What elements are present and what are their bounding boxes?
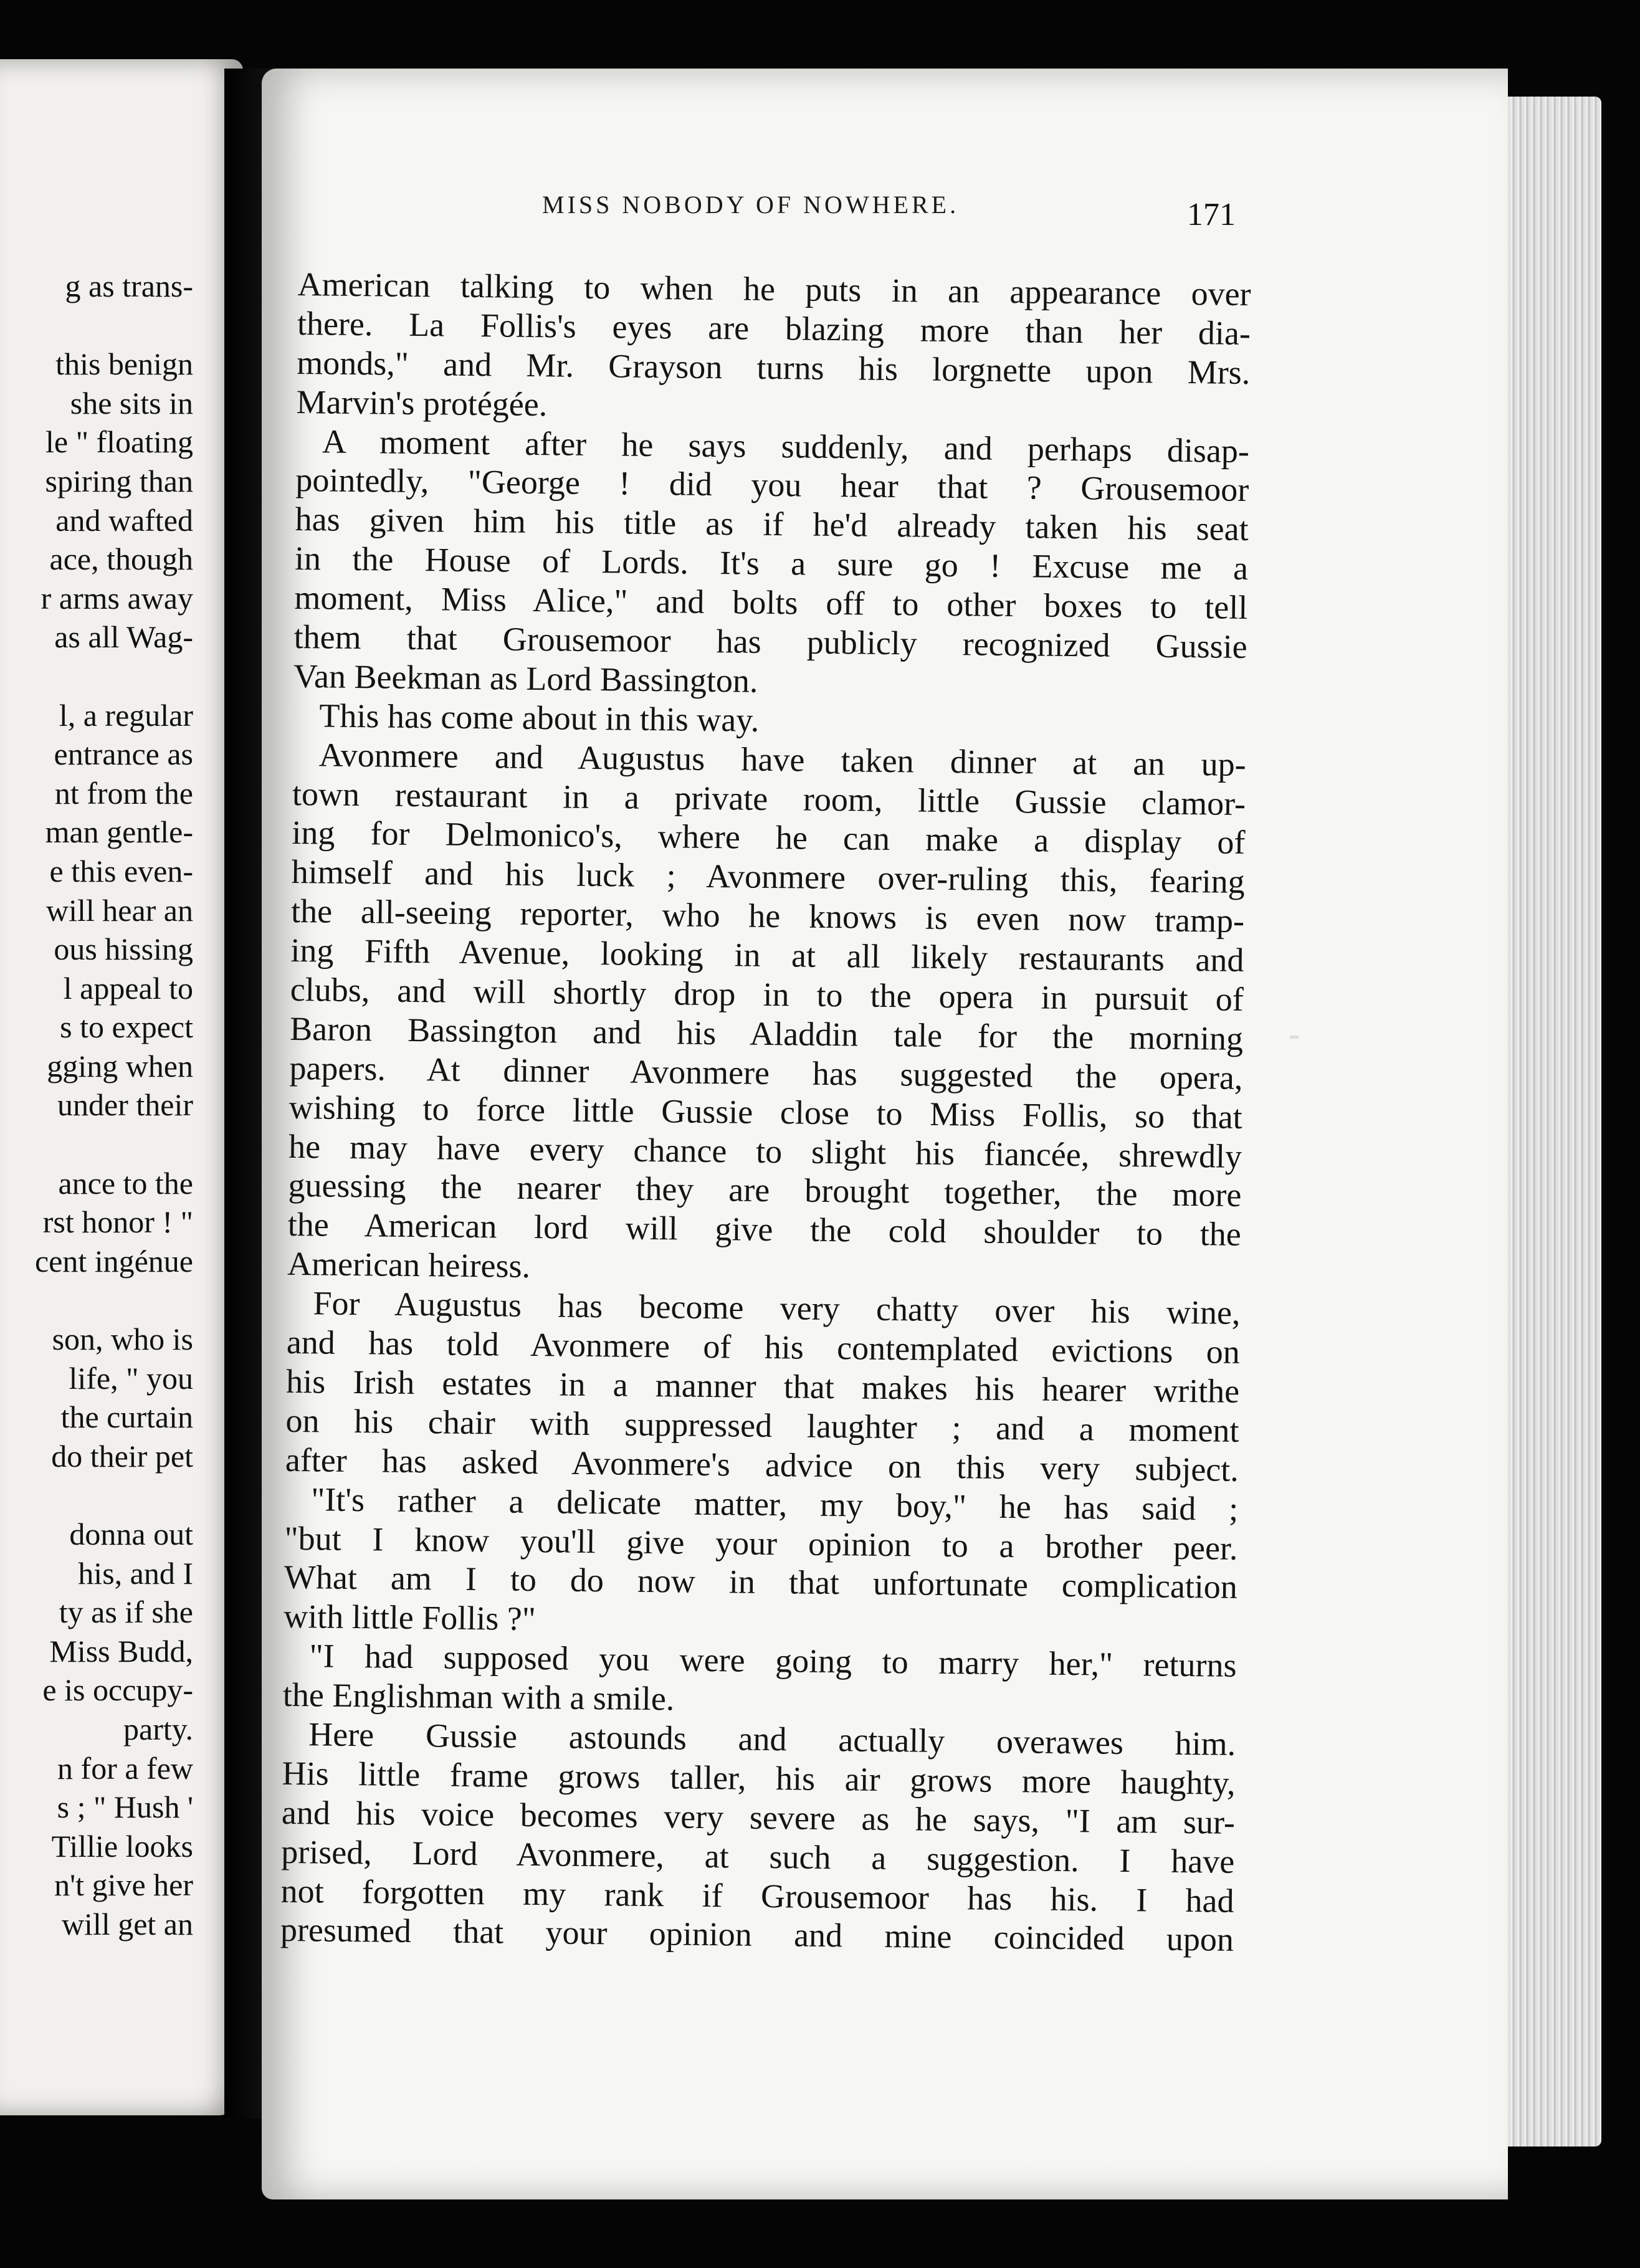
left-text-line: n't give her [54, 1867, 193, 1903]
left-text-line: n for a few [57, 1750, 193, 1786]
left-text-line: man gentle- [45, 814, 193, 850]
body-text-line: there. La Follis's eyes are blazing more than her dia- [297, 304, 1251, 352]
body-text-line: the all-seeing reporter, who he knows is even now tramp- [290, 892, 1245, 940]
left-text-line: s ; " Hush ' [57, 1789, 193, 1825]
left-text-line: Tillie looks [51, 1828, 193, 1864]
body-text-line: on his chair with suppressed laughter ; and a moment [285, 1401, 1239, 1449]
body-text-line: has given him his title as if he'd already taken his seat [295, 500, 1249, 548]
left-text-line: and wafted [55, 502, 193, 538]
left-text-line: e this even- [49, 853, 193, 889]
left-text-line: nt from the [54, 775, 193, 811]
body-text-line: pointedly, "George ! did you hear that ? Grousemoor [295, 461, 1249, 509]
body-text-line: them that Grousemoor has publicly recognized Gussie [293, 617, 1247, 666]
body-text-line: presumed that your opinion and mine coincided upon [280, 1911, 1234, 1959]
left-text-line: the curtain [53, 1399, 193, 1435]
body-text-line: ing for Delmonico's, where he can make a display of [292, 814, 1246, 862]
body-text-line: clubs, and will shortly drop in to the opera in pursuit of [290, 970, 1244, 1018]
body-text-line: the Englishman with a smile. [282, 1675, 675, 1718]
left-text-line [0, 1280, 193, 1320]
body-text-line: For Augustus has become very chatty over his wine, [313, 1284, 1241, 1332]
left-text-line: donna out [61, 1517, 193, 1551]
body-text-line: Baron Bassington and his Aladdin tale for the morning [289, 1009, 1244, 1057]
body-text-line: and his voice becomes very severe as he says, "I am sur- [281, 1793, 1236, 1841]
left-text-line: s to expect [60, 1009, 193, 1045]
left-text-line: his, and I [70, 1555, 193, 1591]
left-text-line [0, 657, 193, 696]
left-text-line: l appeal to [63, 970, 193, 1006]
body-text-line: This has come about in this way. [319, 697, 760, 739]
body-text-line: prised, Lord Avonmere, at such a suggestion. I have [281, 1832, 1235, 1880]
left-text-line: will get an [61, 1906, 193, 1942]
left-text-line: ous hissing [54, 932, 193, 967]
body-text-line: papers. At dinner Avonmere has suggested the opera, [289, 1049, 1243, 1097]
body-text-line: his Irish estates in a manner that makes his hearer writhe [285, 1362, 1240, 1410]
body-text-line: town restaurant in a private room, little Gussie clamor- [292, 774, 1246, 822]
left-text-line: gging when [47, 1048, 193, 1084]
left-text-line: ace, though [49, 541, 193, 577]
body-text-line: not forgotten my rank if Grousemoor has his. I had [280, 1872, 1234, 1920]
body-text-line: Van Beekman as Lord Bassington. [293, 657, 758, 700]
body-text-line: guessing the nearer they are brought together, the more [288, 1166, 1242, 1214]
body-text-line: "I had supposed you were going to marry her," returns [309, 1637, 1237, 1685]
body-text-line: American talking to when he puts in an appearance over [297, 265, 1251, 313]
body-text-line: A moment after he says suddenly, and perhaps disap- [322, 422, 1250, 470]
body-text-line: His little frame grows taller, his air grows more haughty, [282, 1754, 1236, 1802]
body-text-line: wishing to force little Gussie close to Miss Follis, so that [288, 1088, 1243, 1136]
body-text-line: and has told Avonmere of his contemplated evictions on [286, 1323, 1241, 1371]
left-text-line [0, 1125, 193, 1164]
body-text-line: he may have every chance to slight his fiancée, shrewdly [288, 1127, 1242, 1175]
body-text-line: "but I know you'll give your opinion to a brother peer. [284, 1519, 1238, 1567]
body-text-line: American heiress. [287, 1245, 531, 1285]
body-text-line: Marvin's protégée. [296, 383, 548, 423]
left-text-line: e is occupy- [42, 1672, 193, 1708]
left-text-line: spiring than [45, 463, 193, 498]
left-text-line: r arms away [41, 580, 193, 616]
left-text-line: Miss Budd, [41, 1633, 193, 1669]
left-text-line: cent ingénue [34, 1243, 193, 1279]
left-text-line: l, a regular [59, 697, 193, 733]
body-text [280, 265, 1251, 1960]
body-text-line: ing Fifth Avenue, looking in at all likely restaurants and [290, 932, 1244, 979]
left-text-line: ty as if she [59, 1594, 193, 1630]
body-text-line: himself and his luck ; Avonmere over-ruling this, fearing [291, 853, 1246, 901]
left-page [0, 59, 243, 2115]
left-text-line: she sits in [62, 385, 193, 421]
margin-mark [1290, 1036, 1299, 1039]
left-text-line: g as trans- [65, 269, 193, 303]
left-text-line: this benign [55, 346, 193, 382]
body-text-line: What am I to do now in that unfortunate complication [284, 1558, 1238, 1606]
left-page-text [0, 267, 193, 1944]
page-number: 171 [1187, 197, 1236, 232]
body-text-line: the American lord will give the cold shoulder to the [287, 1206, 1242, 1254]
body-text-line: after has asked Avonmere's advice on this very subject. [285, 1441, 1239, 1489]
body-text-line: "It's rather a delicate matter, my boy," he has said ; [310, 1480, 1239, 1528]
left-text-line: entrance as [54, 736, 193, 772]
body-text-line: monds," and Mr. Grayson turns his lorgnette upon Mrs. [297, 343, 1251, 391]
left-text-line [0, 1475, 193, 1515]
left-text-line: party. [115, 1711, 193, 1746]
body-text-line: moment, Miss Alice," and bolts off to other boxes to tell [294, 579, 1248, 627]
left-text-line: ance to the [58, 1165, 193, 1201]
left-text-line: do their pet [51, 1438, 193, 1474]
body-text-line: in the House of Lords. It's a sure go ! Excuse me a [294, 540, 1249, 588]
left-text-line: life, " you [60, 1360, 193, 1396]
page-edges [1495, 97, 1601, 2146]
body-text-line: Avonmere and Augustus have taken dinner at an up- [318, 736, 1247, 783]
left-text-line: under their [49, 1087, 193, 1123]
left-text-line: will hear an [45, 892, 193, 928]
body-text-line: Here Gussie astounds and actually overawes him. [308, 1715, 1236, 1763]
left-text-line: le " floating [45, 424, 193, 460]
running-head: MISS NOBODY OF NOWHERE. [542, 191, 960, 219]
left-text-line: rst honor ! " [42, 1204, 193, 1240]
left-text-line: son, who is [52, 1322, 193, 1357]
left-text-line: as all Wag- [54, 619, 193, 655]
body-text-line: with little Follis ?" [283, 1598, 536, 1638]
left-text-line [0, 306, 193, 345]
